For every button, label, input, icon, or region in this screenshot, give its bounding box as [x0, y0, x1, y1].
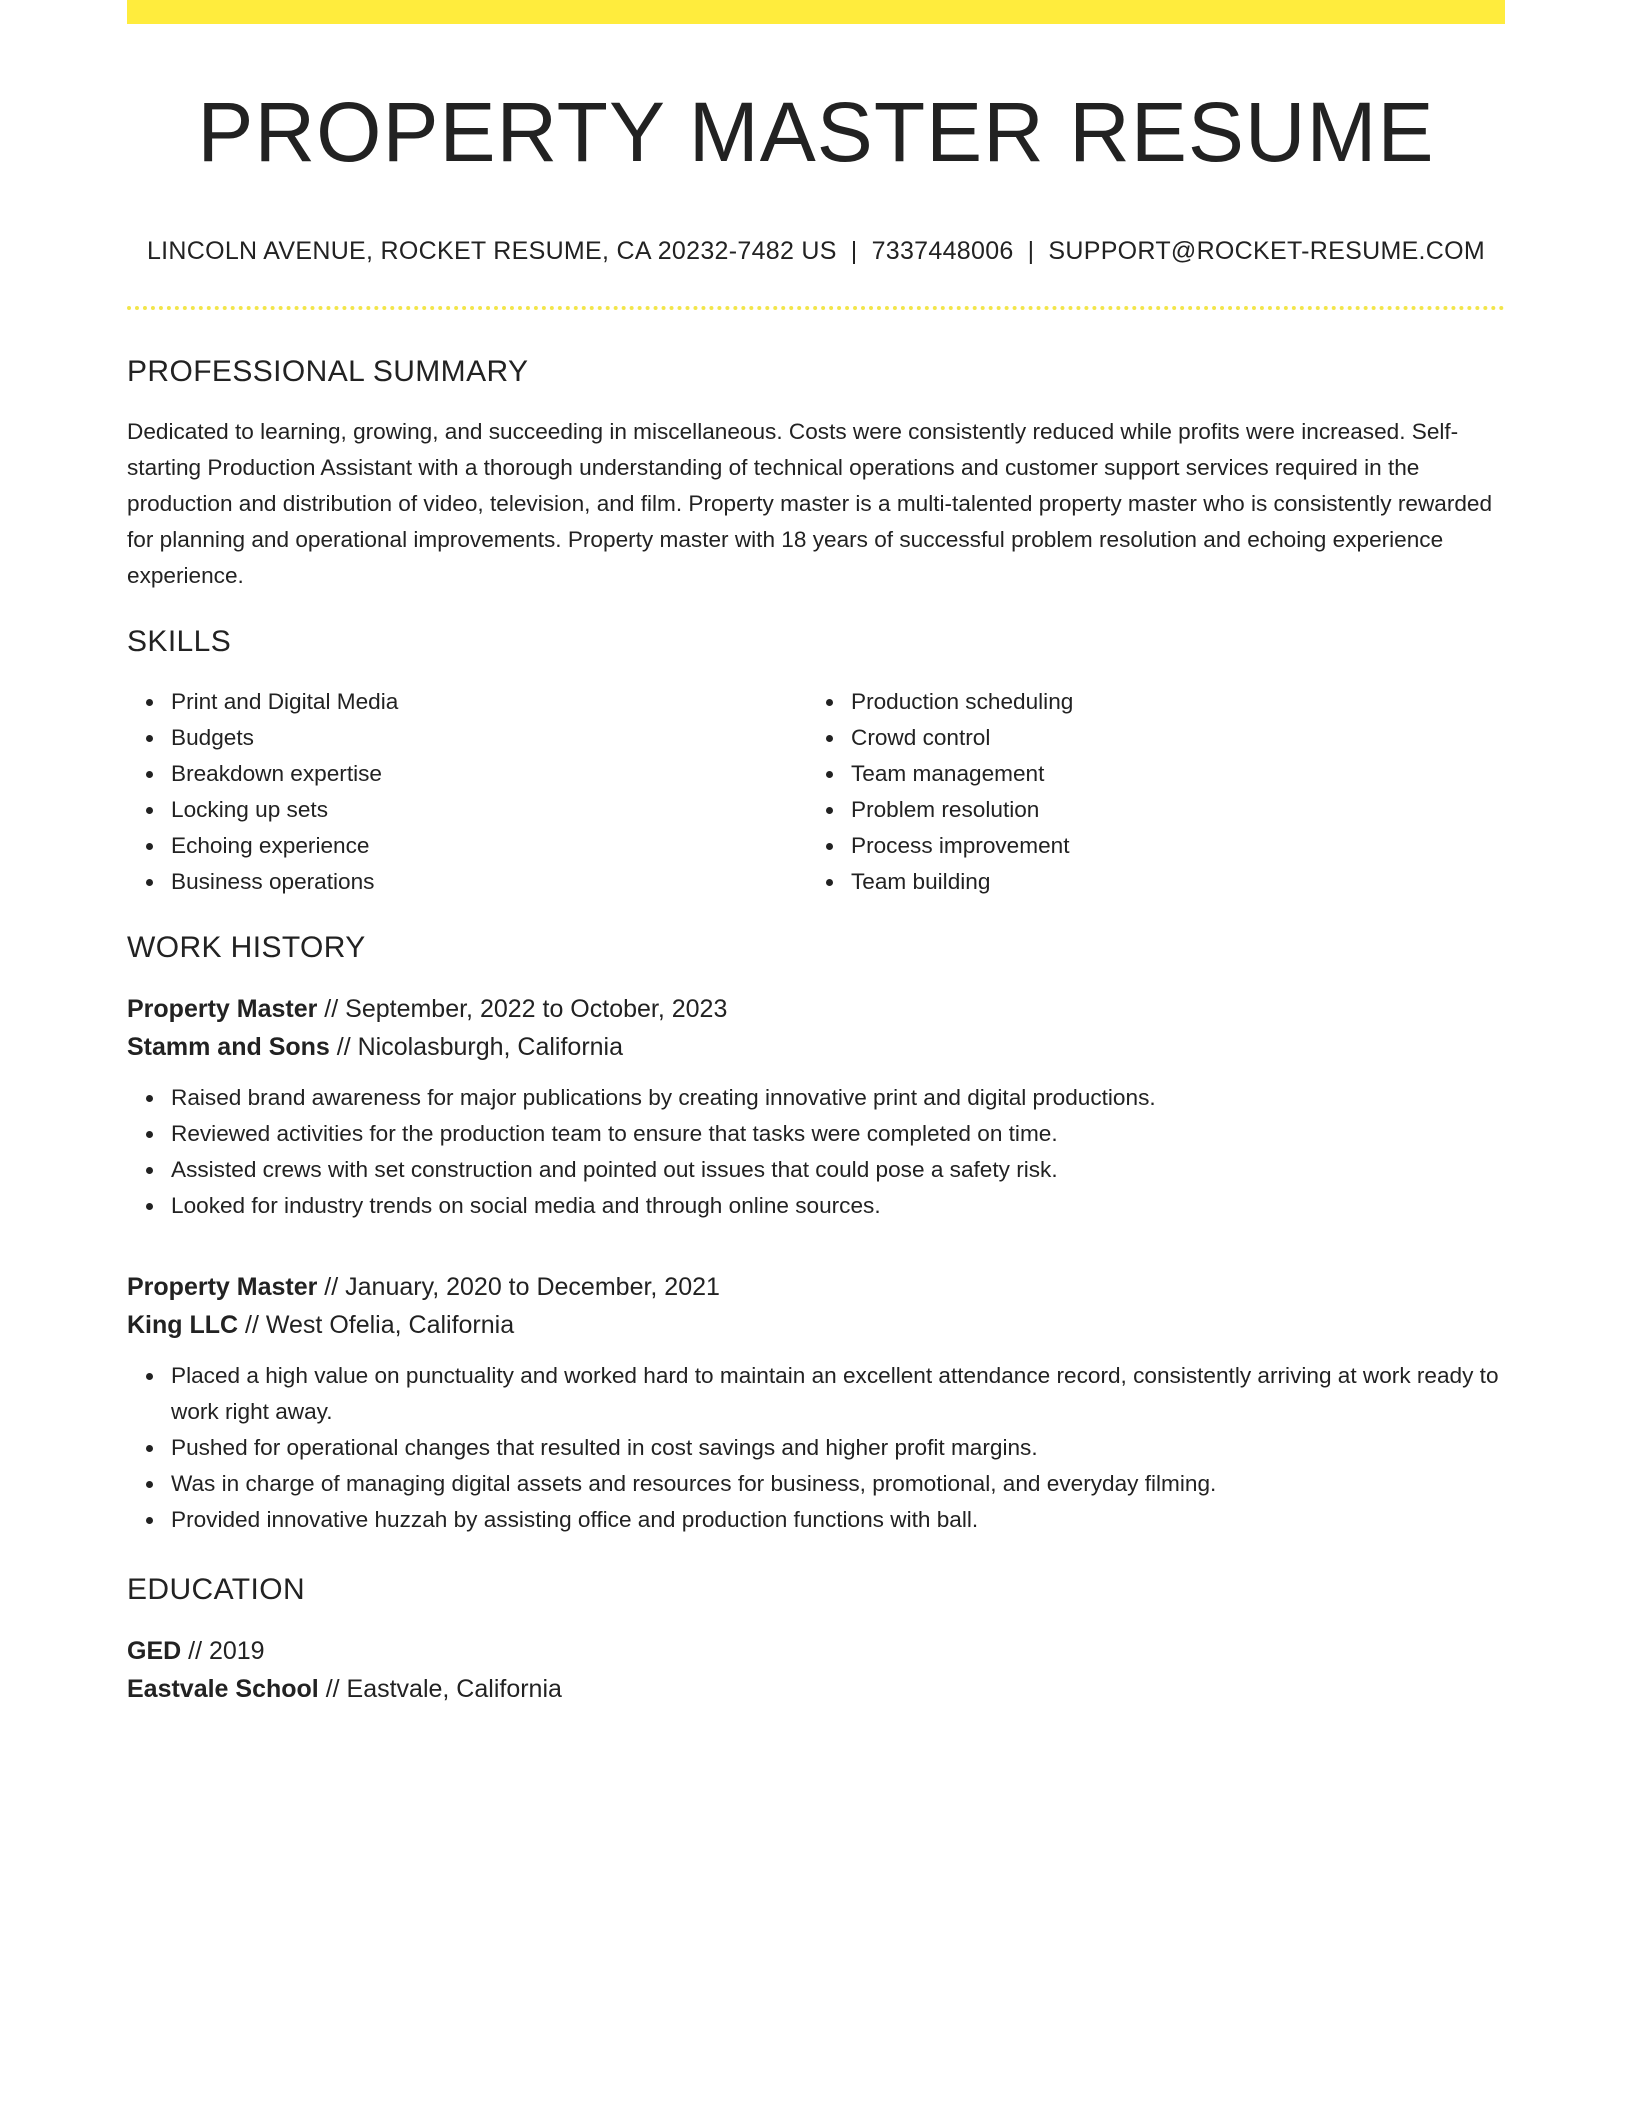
job-dates: // January, 2020 to December, 2021 [317, 1273, 720, 1302]
skill-item: Team management [851, 756, 1487, 792]
job-company-line [127, 1306, 1505, 1344]
summary-heading: PROFESSIONAL SUMMARY [127, 355, 529, 389]
skills-column-right [807, 684, 1487, 900]
skill-item: Breakdown expertise [171, 756, 807, 792]
skill-item: Process improvement [851, 828, 1487, 864]
job-entry [127, 990, 1505, 1224]
skill-item: Production scheduling [851, 684, 1487, 720]
header-divider [127, 306, 1505, 310]
job-company: King LLC [127, 1311, 239, 1340]
contact-separator: | [850, 237, 858, 266]
contact-line [127, 236, 1505, 266]
job-duty: Reviewed activities for the production team to ensure that tasks were completed on time. [171, 1116, 1505, 1152]
work-history-heading: WORK HISTORY [127, 931, 366, 965]
education-school: Eastvale School [127, 1675, 319, 1704]
job-location: // Nicolasburgh, California [329, 1033, 624, 1062]
skill-item: Business operations [171, 864, 807, 900]
job-duty: Was in charge of managing digital assets and resources for business, promotional, and everyday filming. [171, 1466, 1505, 1502]
contact-phone: 7337448006 [871, 237, 1014, 266]
resume-title: PROPERTY MASTER RESUME [197, 85, 1435, 179]
skill-item: Crowd control [851, 720, 1487, 756]
skill-item: Print and Digital Media [171, 684, 807, 720]
education-entry [127, 1632, 1505, 1708]
job-entry [127, 1268, 1505, 1538]
summary-text: Dedicated to learning, growing, and succeeding in miscellaneous. Costs were consistently reduced while profits were increased. Self-starting Production Assistant with a thorough understanding of technical operations and customer support services required in the production and distribution of video, television, and film. Property master is a multi-talented property master who is consistently rewarded for planning and operational improvements. Property master with 18 years of successful problem resolution and echoing experience experience. [127, 419, 1493, 589]
job-role-line [127, 1268, 1505, 1306]
education-degree: GED [127, 1637, 182, 1666]
job-dates: // September, 2022 to October, 2023 [317, 995, 728, 1024]
skills-column-left [127, 684, 807, 900]
skills-heading: SKILLS [127, 625, 232, 659]
job-role-line [127, 990, 1505, 1028]
skill-item: Locking up sets [171, 792, 807, 828]
skill-item: Echoing experience [171, 828, 807, 864]
job-role: Property Master [127, 1273, 318, 1302]
skill-item: Team building [851, 864, 1487, 900]
contact-separator: | [1027, 237, 1035, 266]
job-duty: Placed a high value on punctuality and worked hard to maintain an excellent attendance record, consistently arriving at work ready to work right away. [171, 1358, 1505, 1430]
education-degree-line [127, 1632, 1505, 1670]
job-duty: Provided innovative huzzah by assisting office and production functions with ball. [171, 1502, 1505, 1538]
education-year: // 2019 [181, 1637, 265, 1666]
skill-item: Problem resolution [851, 792, 1487, 828]
education-location: // Eastvale, California [318, 1675, 562, 1704]
job-role: Property Master [127, 995, 318, 1024]
job-duty: Pushed for operational changes that resulted in cost savings and higher profit margins. [171, 1430, 1505, 1466]
job-company: Stamm and Sons [127, 1033, 330, 1062]
contact-email: SUPPORT@ROCKET-RESUME.COM [1048, 237, 1486, 266]
resume-page [127, 0, 1505, 1708]
job-duty: Looked for industry trends on social media and through online sources. [171, 1188, 1505, 1224]
education-heading: EDUCATION [127, 1573, 306, 1607]
job-duties [127, 1080, 1505, 1224]
skills-list [127, 684, 1505, 900]
job-duty: Raised brand awareness for major publications by creating innovative print and digital productions. [171, 1080, 1505, 1116]
job-duty: Assisted crews with set construction and pointed out issues that could pose a safety risk. [171, 1152, 1505, 1188]
accent-top-bar [127, 0, 1505, 24]
job-duties [127, 1358, 1505, 1538]
contact-address: LINCOLN AVENUE, ROCKET RESUME, CA 20232-7482 US [146, 237, 837, 266]
job-company-line [127, 1028, 1505, 1066]
job-location: // West Ofelia, California [238, 1311, 515, 1340]
education-school-line [127, 1670, 1505, 1708]
skill-item: Budgets [171, 720, 807, 756]
